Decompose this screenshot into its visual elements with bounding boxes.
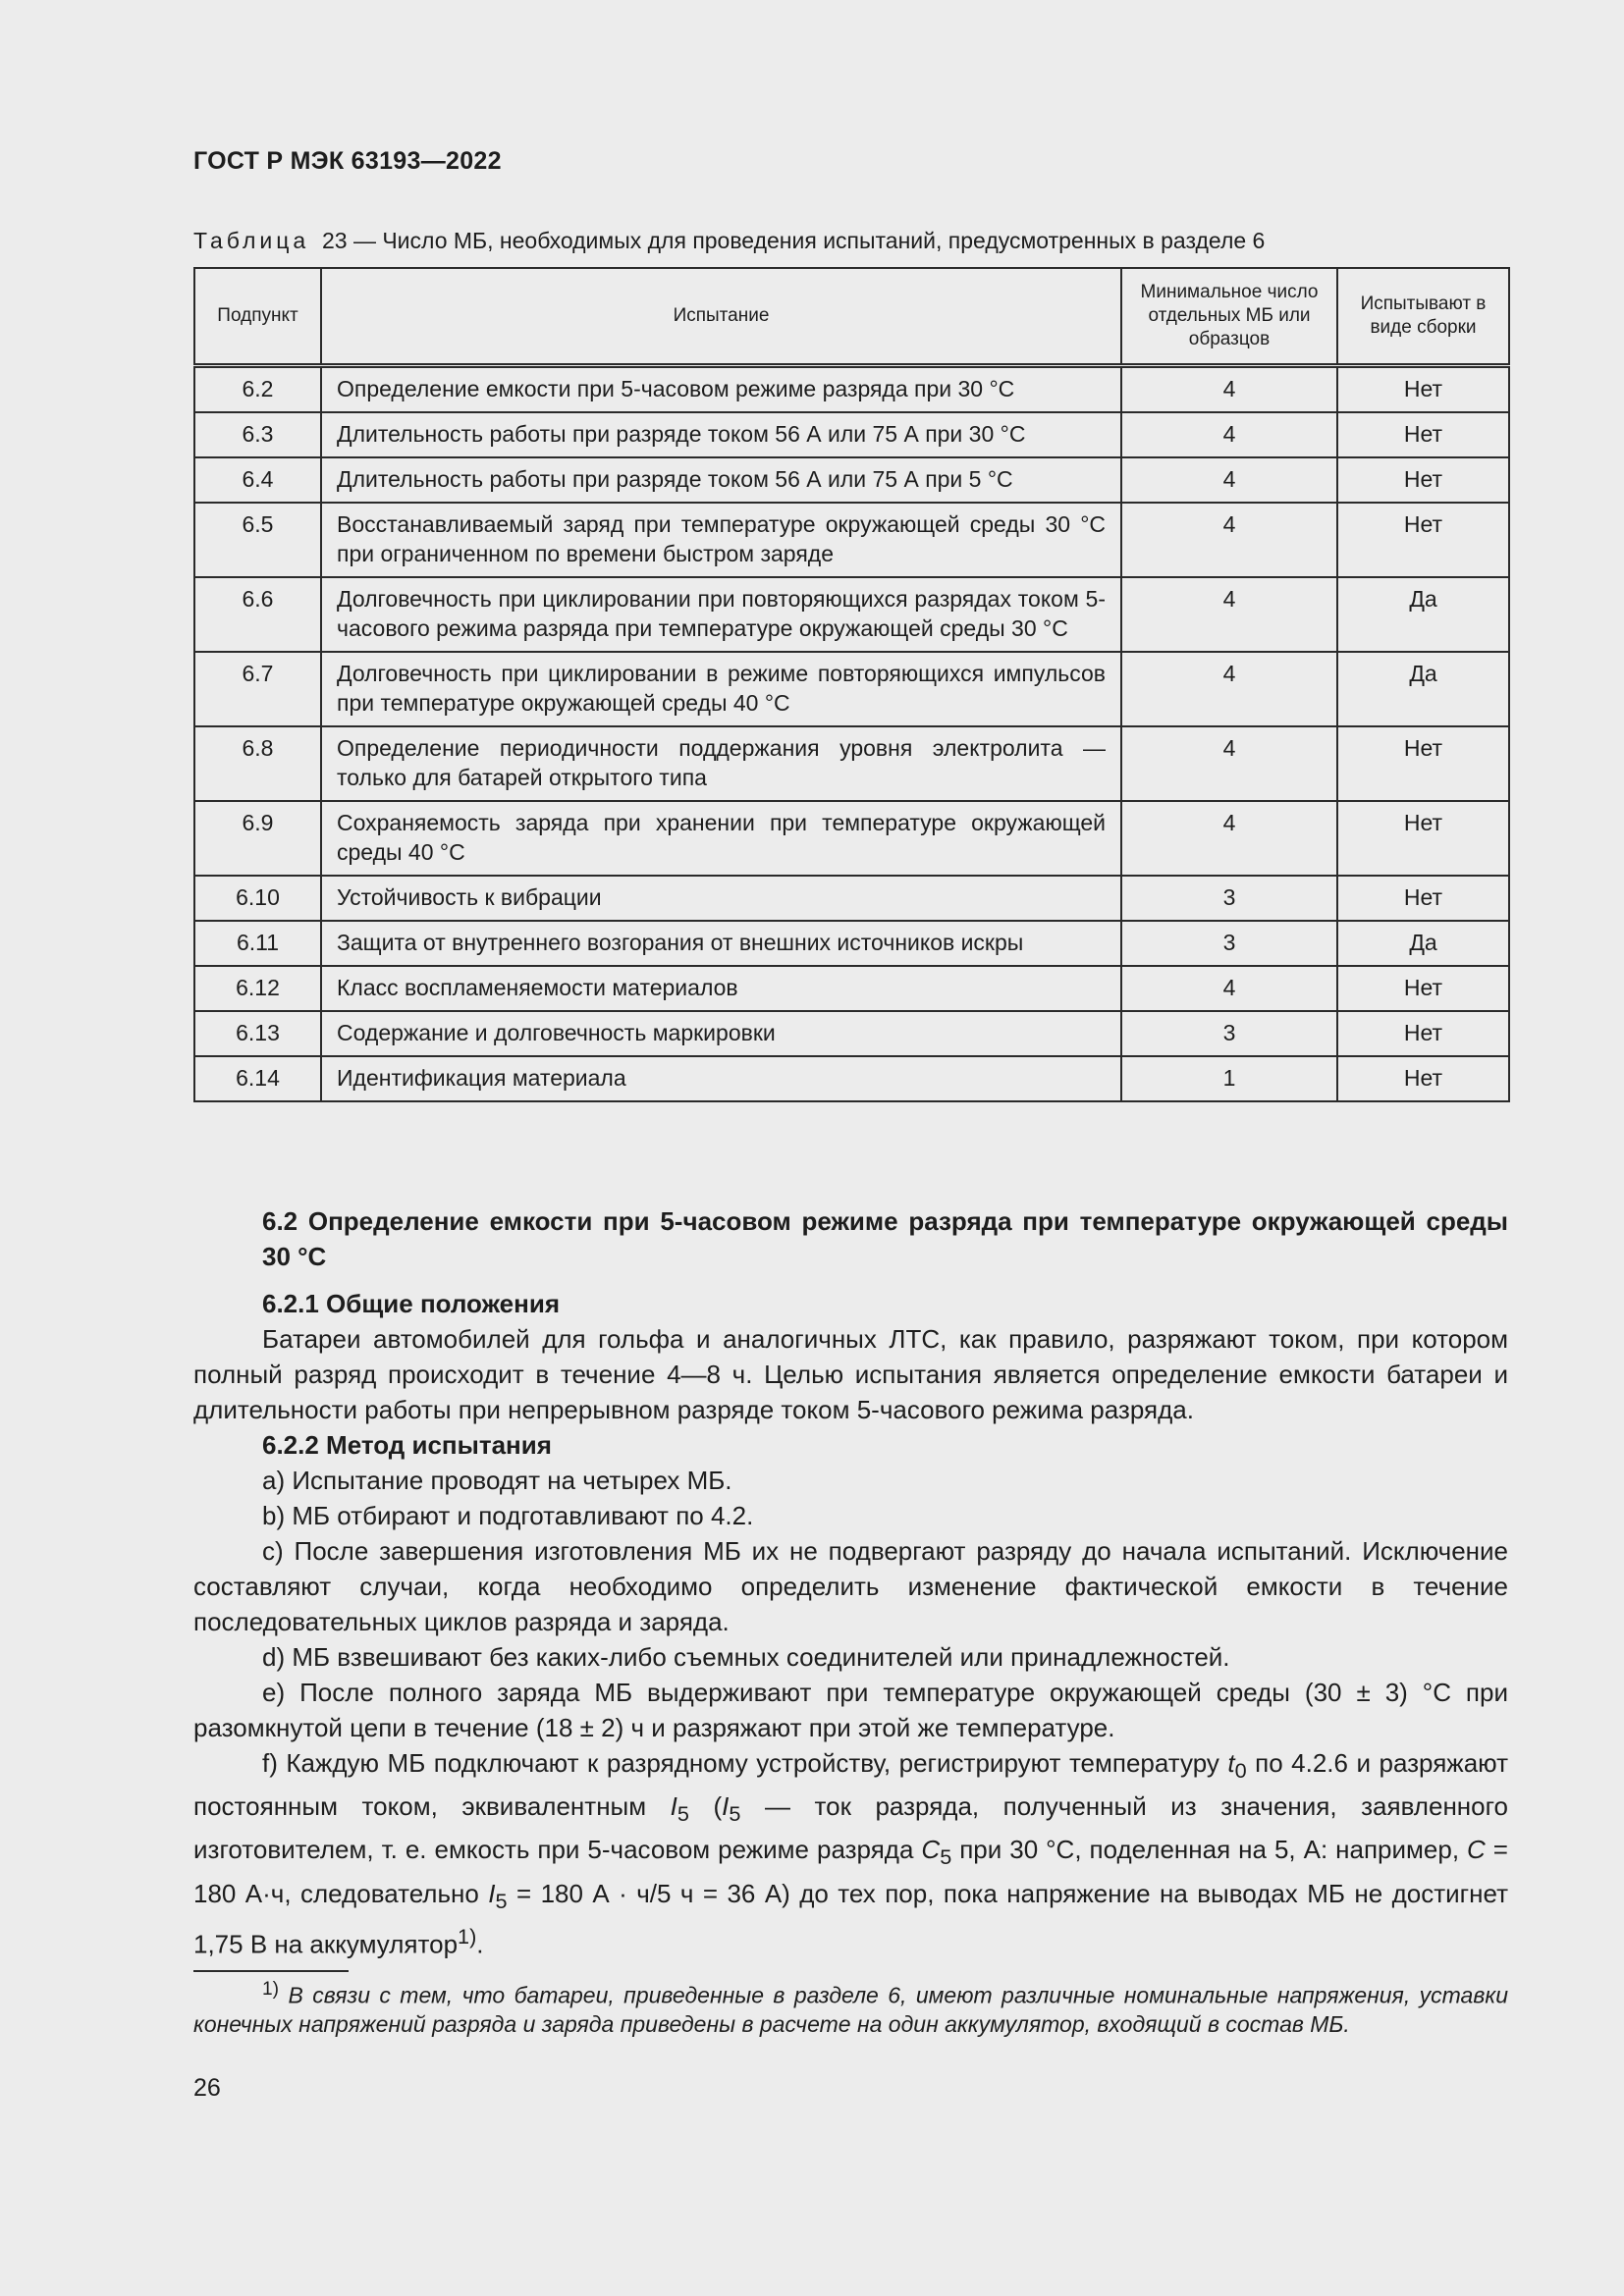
footnote-text: В связи с тем, что батареи, приведенные в разделе 6, имеют различные номинальные напряжения, уставки конечных напряжений разряда и заряда приведены в расчете на один аккумулятор, входящий в состав МБ. bbox=[193, 1982, 1508, 2037]
cell-test: Длительность работы при разряде током 56 А или 75 А при 30 °С bbox=[321, 412, 1121, 457]
table-row bbox=[194, 652, 1509, 726]
table-row bbox=[194, 966, 1509, 1011]
table-row bbox=[194, 366, 1509, 413]
cell-subclause: 6.8 bbox=[194, 726, 321, 801]
page-number: 26 bbox=[193, 2074, 221, 2102]
list-item-a: a) Испытание проводят на четырех МБ. bbox=[262, 1466, 732, 1495]
cell-min-count: 4 bbox=[1121, 652, 1337, 726]
table-row bbox=[194, 876, 1509, 921]
table-row bbox=[194, 1056, 1509, 1101]
cell-test: Устойчивость к вибрации bbox=[321, 876, 1121, 921]
cell-min-count: 3 bbox=[1121, 876, 1337, 921]
cell-test: Длительность работы при разряде током 56 А или 75 А при 5 °С bbox=[321, 457, 1121, 503]
cell-min-count: 4 bbox=[1121, 577, 1337, 652]
table-caption-text: 23 — Число МБ, необходимых для проведения испытаний, предусмотренных в разделе 6 bbox=[321, 228, 1266, 253]
table-row bbox=[194, 726, 1509, 801]
cell-min-count: 1 bbox=[1121, 1056, 1337, 1101]
paragraph-general: Батареи автомобилей для гольфа и аналогичных ЛТС, как правило, разряжают током, при котором полный разряд происходит в течение 4—8 ч. Целью испытания является определение емкости батареи и длительности работы при непрерывном разряде током 5-часового режима разряда. bbox=[193, 1324, 1508, 1424]
cell-min-count: 4 bbox=[1121, 966, 1337, 1011]
cell-assembly: Нет bbox=[1337, 412, 1509, 457]
list-item-e: e) После полного заряда МБ выдерживают при температуре окружающей среды (30 ± 3) °С при разомкнутой цепи в течение (18 ± 2) ч и разряжают при этой же температуре. bbox=[193, 1678, 1508, 1742]
cell-subclause: 6.11 bbox=[194, 921, 321, 966]
table-caption bbox=[193, 228, 1265, 254]
cell-assembly: Нет bbox=[1337, 966, 1509, 1011]
cell-subclause: 6.6 bbox=[194, 577, 321, 652]
cell-test: Идентификация материала bbox=[321, 1056, 1121, 1101]
footnote bbox=[193, 1975, 1508, 2039]
table-body bbox=[194, 366, 1509, 1102]
cell-test: Класс воспламеняемости материалов bbox=[321, 966, 1121, 1011]
cell-assembly: Нет bbox=[1337, 876, 1509, 921]
table-row bbox=[194, 457, 1509, 503]
cell-subclause: 6.7 bbox=[194, 652, 321, 726]
cell-subclause: 6.13 bbox=[194, 1011, 321, 1056]
cell-min-count: 3 bbox=[1121, 921, 1337, 966]
col-header-subclause: Подпункт bbox=[194, 268, 321, 366]
cell-test: Защита от внутреннего возгорания от внешних источников искры bbox=[321, 921, 1121, 966]
list-item-c: c) После завершения изготовления МБ их не подвергают разряду до начала испытаний. Исключение составляют случаи, когда необходимо определить изменение фактической емкости в течение последовательных циклов разряда и заряда. bbox=[193, 1536, 1508, 1636]
cell-subclause: 6.10 bbox=[194, 876, 321, 921]
cell-assembly: Нет bbox=[1337, 801, 1509, 876]
footnote-divider bbox=[193, 1970, 349, 1972]
cell-test: Сохраняемость заряда при хранении при температуре окружающей среды 40 °С bbox=[321, 801, 1121, 876]
section-body bbox=[193, 1200, 1508, 1961]
cell-assembly: Нет bbox=[1337, 457, 1509, 503]
cell-subclause: 6.14 bbox=[194, 1056, 321, 1101]
cell-test: Определение периодичности поддержания уровня электролита — только для батарей открытого типа bbox=[321, 726, 1121, 801]
heading-6-2-2: 6.2.2 Метод испытания bbox=[262, 1430, 552, 1460]
table-row bbox=[194, 921, 1509, 966]
cell-subclause: 6.12 bbox=[194, 966, 321, 1011]
table-header-row bbox=[194, 268, 1509, 366]
table-row bbox=[194, 801, 1509, 876]
cell-assembly: Да bbox=[1337, 577, 1509, 652]
cell-min-count: 4 bbox=[1121, 457, 1337, 503]
cell-assembly: Нет bbox=[1337, 1011, 1509, 1056]
cell-test: Долговечность при циклировании при повторяющихся разрядах током 5-часового режима разряда при температуре окружающей среды 30 °С bbox=[321, 577, 1121, 652]
table-caption-label: Таблица bbox=[193, 228, 310, 253]
cell-min-count: 4 bbox=[1121, 366, 1337, 413]
cell-test: Содержание и долговечность маркировки bbox=[321, 1011, 1121, 1056]
list-item-f: f) Каждую МБ подключают к разрядному устройству, регистрируют температуру $t_0$ по 4.2.6 и разряжают постоянным током, эквивалентным $I_5$ ($I_5$ — ток разряда, полученный из значения, заявленного изготовителем, т. е. емкость при 5-часовом режиме разряда $C_5$ при 30 °С, поделенная на 5, А: например, C = 180 А·ч, следовательно $I_5 = 180$ А · ч/5 ч = 36 А) до тех пор, пока напряжение на выводах МБ не достигнет 1,75 В на аккумулятор$^{1)}$. bbox=[193, 1748, 1509, 1959]
footnote-reference: 1) bbox=[458, 1923, 477, 1949]
table-row bbox=[194, 412, 1509, 457]
cell-subclause: 6.5 bbox=[194, 503, 321, 577]
cell-assembly: Нет bbox=[1337, 366, 1509, 413]
col-header-assembly: Испытывают в виде сборки bbox=[1337, 268, 1509, 366]
col-header-min-count: Минимальное число отдельных МБ или образцов bbox=[1121, 268, 1337, 366]
heading-6-2-1: 6.2.1 Общие положения bbox=[262, 1289, 560, 1318]
tests-table bbox=[193, 267, 1510, 1102]
table-row bbox=[194, 503, 1509, 577]
cell-min-count: 3 bbox=[1121, 1011, 1337, 1056]
cell-assembly: Нет bbox=[1337, 726, 1509, 801]
cell-assembly: Да bbox=[1337, 921, 1509, 966]
cell-min-count: 4 bbox=[1121, 412, 1337, 457]
cell-assembly: Да bbox=[1337, 652, 1509, 726]
cell-assembly: Нет bbox=[1337, 1056, 1509, 1101]
cell-test: Долговечность при циклировании в режиме повторяющихся импульсов при температуре окружающей среды 40 °С bbox=[321, 652, 1121, 726]
list-item-d: d) МБ взвешивают без каких-либо съемных соединителей или принадлежностей. bbox=[262, 1642, 1230, 1672]
cell-subclause: 6.3 bbox=[194, 412, 321, 457]
cell-min-count: 4 bbox=[1121, 503, 1337, 577]
cell-test: Восстанавливаемый заряд при температуре окружающей среды 30 °С при ограниченном по времени быстром заряде bbox=[321, 503, 1121, 577]
table-row bbox=[194, 1011, 1509, 1056]
footnote-marker: 1) bbox=[262, 1979, 280, 2000]
list-item-b: b) МБ отбирают и подготавливают по 4.2. bbox=[262, 1501, 754, 1530]
cell-subclause: 6.9 bbox=[194, 801, 321, 876]
cell-min-count: 4 bbox=[1121, 726, 1337, 801]
cell-subclause: 6.2 bbox=[194, 366, 321, 413]
document-header: ГОСТ Р МЭК 63193—2022 bbox=[193, 147, 502, 175]
table-row bbox=[194, 577, 1509, 652]
cell-assembly: Нет bbox=[1337, 503, 1509, 577]
col-header-test: Испытание bbox=[321, 268, 1121, 366]
heading-6-2: 6.2 Определение емкости при 5-часовом режиме разряда при температуре окружающей среды 30 °С bbox=[262, 1206, 1508, 1271]
cell-min-count: 4 bbox=[1121, 801, 1337, 876]
cell-test: Определение емкости при 5-часовом режиме разряда при 30 °С bbox=[321, 366, 1121, 413]
cell-subclause: 6.4 bbox=[194, 457, 321, 503]
